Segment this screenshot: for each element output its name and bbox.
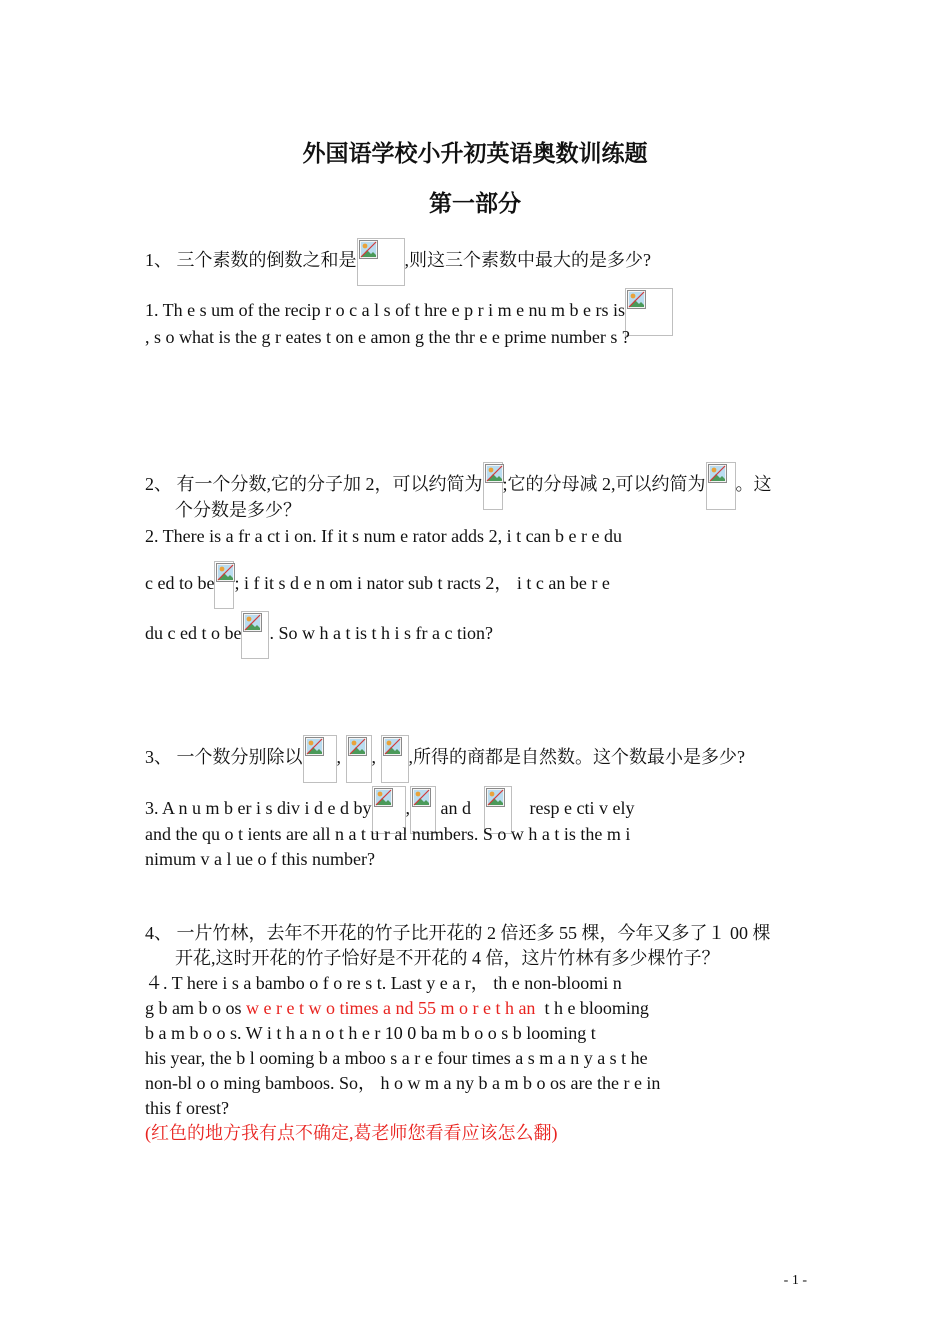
broken-image-icon xyxy=(483,462,503,510)
uncertain-translation-text: w e r e t w o times a nd 55 m o r e t h an xyxy=(246,998,536,1018)
translator-note: (红色的地方我有点不确定,葛老师您看看应该怎么翻) xyxy=(145,1123,558,1143)
broken-image-icon xyxy=(625,288,673,336)
q4-chinese-line-1: 4、 一片竹林，去年不开花的竹子比开花的 2 倍还多 55 棵，今年又多了１ 00 棵 xyxy=(145,923,771,943)
broken-image-icon xyxy=(346,735,372,783)
q3-chinese: 3、 一个数分别除以 , , ,所得的商都是自然数。这个数最小是多少? xyxy=(145,735,745,783)
broken-image-icon xyxy=(706,462,736,510)
q4-english-line-2: g b am b o os w e r e t w o times a nd 55 m o r e t h an t h e blooming xyxy=(145,998,649,1018)
q3-english-line-1: 3. A n u m b er i s div i d e d by , an d resp e cti v ely xyxy=(145,786,634,834)
q2-english-line-2: c ed to be ; i f it s d e n om i nator sub t racts 2， i t c an be r e xyxy=(145,561,610,609)
q4-english-line-4: his year, the b l ooming b a mboo s a r e four times a s m a n y a s t he xyxy=(145,1048,648,1068)
q3-english-line-2: and the qu o t ients are all n a t u r al numbers. S o w h a t is the m i xyxy=(145,824,631,844)
q2-english-line-3: du c ed t o be . So w h a t is t h i s fr a c tion? xyxy=(145,611,493,659)
q2-chinese-line-1: 2、 有一个分数,它的分子加 2，可以约简为 ;它的分母减 2,可以约简为 。这 xyxy=(145,462,772,510)
q2-chinese-line-2: 个分数是多少？ xyxy=(175,500,301,520)
q4-english-line-3: b a m b o o s. W i t h a n o t h e r 10 0 ba m b o o s b looming t xyxy=(145,1023,596,1043)
q2-english-line-1: 2. There is a fr a ct i on. If it s num e rator adds 2, i t can b e r e du xyxy=(145,526,623,546)
q4-english-line-1: ４. T here i s a bambo o f o re s t. Last y e a r， th e non-bloomi n xyxy=(145,973,622,993)
q1-english-line-2: , s o what is the g r eates t on e amon g the thr e e prime number s ? xyxy=(145,327,630,347)
section-heading: 第一部分 xyxy=(429,191,521,216)
broken-image-icon xyxy=(214,561,234,609)
broken-image-icon xyxy=(303,735,337,783)
q1-chinese: 1、 三个素数的倒数之和是 ,则这三个素数中最大的是多少? xyxy=(145,238,651,286)
broken-image-icon xyxy=(241,611,269,659)
document-title: 外国语学校小升初英语奥数训练题 xyxy=(302,141,648,166)
q3-english-line-3: nimum v a l ue o f this number? xyxy=(145,849,375,869)
q4-english-line-5: non-bl o o ming bamboos. So， h o w m a ny b a m b o os are the r e in xyxy=(145,1073,661,1093)
q4-chinese-line-2: 开花,这时开花的竹子恰好是不开花的 4 倍，这片竹林有多少棵竹子？ xyxy=(175,948,720,968)
broken-image-icon xyxy=(357,238,405,286)
q1-english-line-1: 1. Th e s um of the recip r o c a l s of t hre e p r i m e nu m b e rs is xyxy=(145,288,673,336)
page-number: - 1 - xyxy=(783,1273,807,1288)
q4-english-line-6: this f orest? xyxy=(145,1098,229,1118)
broken-image-icon xyxy=(381,735,409,783)
